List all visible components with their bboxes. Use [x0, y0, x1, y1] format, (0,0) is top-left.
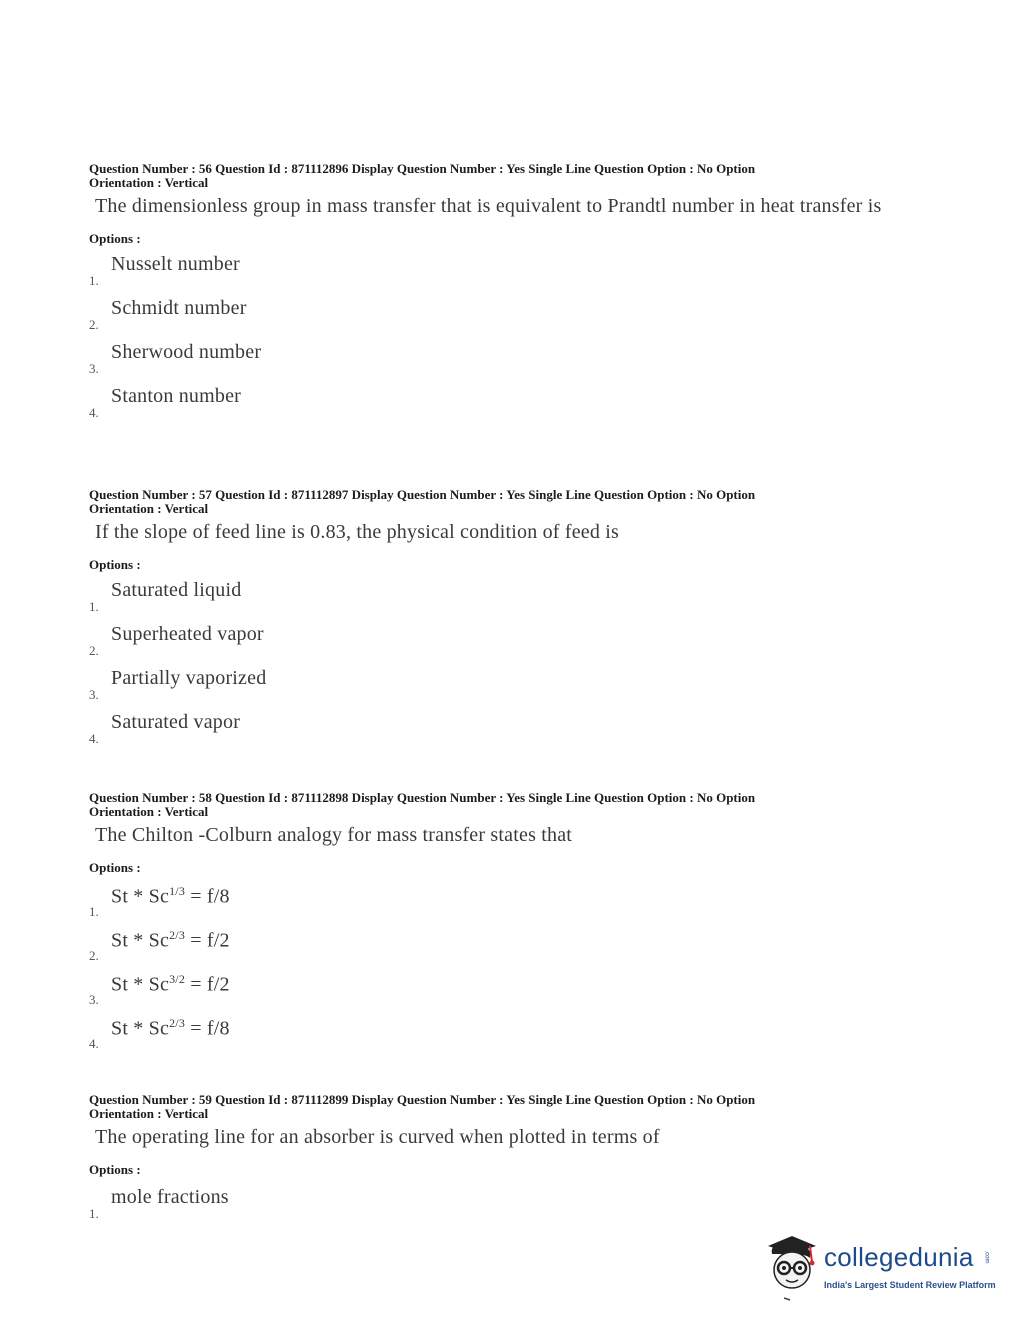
question-meta	[89, 488, 859, 516]
formula-base: St * Sc	[111, 885, 170, 908]
formula-exponent: 3/2	[169, 972, 186, 986]
option-number: 4.	[89, 405, 99, 420]
question-meta-line2: Orientation : Vertical	[89, 501, 209, 516]
option-3	[89, 667, 889, 711]
question-meta	[89, 791, 859, 819]
question-stem: The dimensionless group in mass transfer that is equivalent to Prandtl number in heat transfer is	[95, 195, 882, 217]
question-meta-line1: Question Number : 59 Question Id : 871112899 Display Question Number : Yes Single Line Question Option : No Option	[89, 1092, 756, 1107]
option-number: 1.	[89, 273, 99, 288]
option-text: Schmidt number	[111, 297, 247, 319]
mascot-icon	[762, 1232, 822, 1302]
options-list	[89, 253, 889, 429]
formula	[111, 884, 230, 909]
question-56	[89, 162, 889, 429]
options-list	[89, 579, 889, 755]
option-2	[89, 623, 889, 667]
formula-base: St * Sc	[111, 1017, 170, 1040]
option-2	[89, 928, 889, 972]
option-text: Nusselt number	[111, 253, 240, 275]
option-1	[89, 884, 889, 928]
formula-rhs: = f/2	[185, 973, 230, 996]
option-2	[89, 297, 889, 341]
logo-wordmark: collegedunia	[824, 1242, 974, 1272]
formula-base: St * Sc	[111, 973, 170, 996]
option-text: Partially vaporized	[111, 667, 267, 689]
option-number: 1.	[89, 1206, 99, 1221]
options-label: Options :	[89, 557, 141, 572]
option-3	[89, 972, 889, 1016]
option-text: mole fractions	[111, 1186, 229, 1208]
question-meta-line2: Orientation : Vertical	[89, 804, 209, 819]
question-meta	[89, 162, 859, 190]
option-3	[89, 341, 889, 385]
option-1	[89, 579, 889, 623]
formula-exponent: 2/3	[169, 928, 186, 942]
options-label: Options :	[89, 1162, 141, 1177]
formula-rhs: = f/2	[185, 929, 230, 952]
question-57	[89, 488, 889, 755]
question-meta-line1: Question Number : 57 Question Id : 871112897 Display Question Number : Yes Single Line Question Option : No Option	[89, 487, 756, 502]
option-number: 2.	[89, 643, 99, 658]
formula-rhs: = f/8	[185, 1017, 230, 1040]
question-59	[89, 1093, 889, 1230]
formula	[111, 1016, 230, 1041]
question-meta-line1: Question Number : 56 Question Id : 871112896 Display Question Number : Yes Single Line Question Option : No Option	[89, 161, 756, 176]
option-4	[89, 711, 889, 755]
option-4	[89, 385, 889, 429]
question-meta	[89, 1093, 859, 1121]
option-number: 2.	[89, 317, 99, 332]
logo-dotcom: .com	[983, 1250, 990, 1264]
question-58	[89, 791, 889, 1060]
option-number: 3.	[89, 992, 99, 1007]
logo-tagline: India's Largest Student Review Platform	[824, 1280, 996, 1290]
options-label: Options :	[89, 860, 141, 875]
option-text: Sherwood number	[111, 341, 262, 363]
options-list	[89, 1186, 889, 1230]
options-list	[89, 884, 889, 1060]
formula-exponent: 2/3	[169, 1016, 186, 1030]
option-text: Superheated vapor	[111, 623, 264, 645]
option-4	[89, 1016, 889, 1060]
formula	[111, 928, 230, 953]
formula-rhs: = f/8	[185, 885, 230, 908]
option-1	[89, 253, 889, 297]
option-number: 1.	[89, 904, 99, 919]
option-number: 4.	[89, 731, 99, 746]
option-text: Saturated vapor	[111, 711, 241, 733]
question-stem: The operating line for an absorber is curved when plotted in terms of	[95, 1126, 660, 1148]
question-meta-line2: Orientation : Vertical	[89, 175, 209, 190]
formula-exponent: 1/3	[169, 884, 186, 898]
option-number: 3.	[89, 687, 99, 702]
option-number: 4.	[89, 1036, 99, 1051]
question-meta-line2: Orientation : Vertical	[89, 1106, 209, 1121]
question-stem: If the slope of feed line is 0.83, the physical condition of feed is	[95, 521, 620, 543]
formula-base: St * Sc	[111, 929, 170, 952]
question-meta-line1: Question Number : 58 Question Id : 871112898 Display Question Number : Yes Single Line Question Option : No Option	[89, 790, 756, 805]
option-text: Stanton number	[111, 385, 242, 407]
collegedunia-logo	[762, 1232, 996, 1302]
option-number: 1.	[89, 599, 99, 614]
options-label: Options :	[89, 231, 141, 246]
option-number: 2.	[89, 948, 99, 963]
option-1	[89, 1186, 889, 1230]
formula	[111, 972, 230, 997]
option-text: Saturated liquid	[111, 579, 242, 601]
question-stem: The Chilton -Colburn analogy for mass transfer states that	[95, 824, 573, 846]
option-number: 3.	[89, 361, 99, 376]
